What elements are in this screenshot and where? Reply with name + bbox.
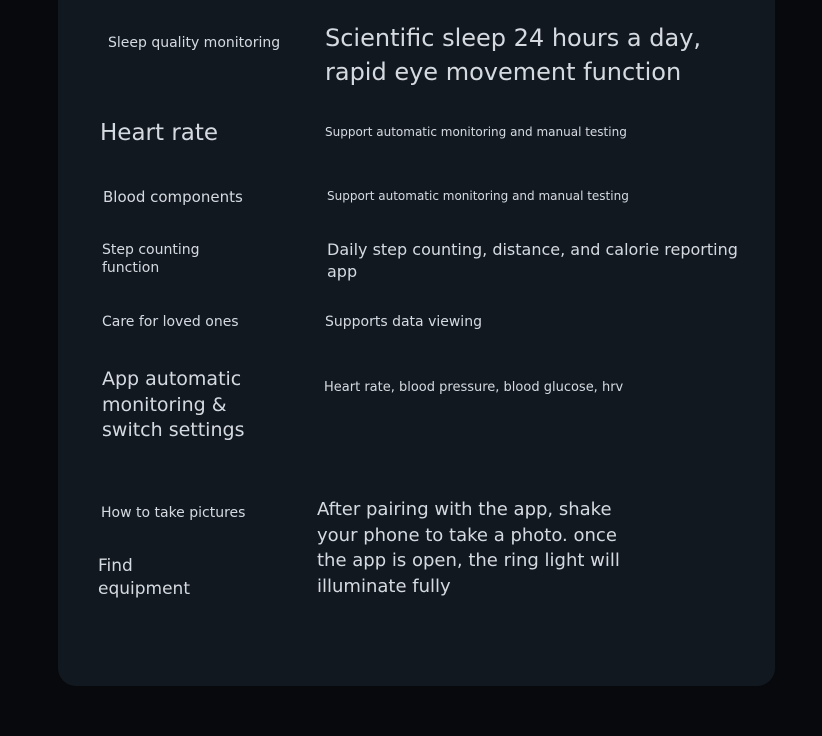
feature-label-heart-rate: Heart rate — [100, 120, 219, 146]
feature-label-care: Care for loved ones — [102, 314, 239, 330]
feature-description-take-pictures: After pairing with the app, shake your phone to take a photo. once the app is open, the ring light will illuminate fully — [317, 499, 620, 597]
feature-description-heart-rate: Support automatic monitoring and manual testing — [325, 125, 627, 139]
feature-label-app-monitoring: App automatic monitoring & switch settings — [102, 368, 245, 442]
feature-label-take-pictures: How to take pictures — [101, 505, 246, 521]
feature-label-step-counting: Step counting function — [102, 242, 200, 276]
feature-description-sleep: Scientific sleep 24 hours a day, rapid eye movement function — [325, 24, 702, 86]
feature-description-step-counting: Daily step counting, distance, and calorie reporting app — [327, 240, 738, 282]
feature-description-care: Supports data viewing — [325, 314, 482, 330]
feature-description-blood-components: Support automatic monitoring and manual testing — [327, 189, 629, 203]
feature-label-sleep: Sleep quality monitoring — [108, 35, 281, 51]
feature-description-app-monitoring: Heart rate, blood pressure, blood glucose, hrv — [324, 380, 624, 395]
feature-label-find-equipment: Find equipment — [98, 556, 190, 599]
feature-label-blood-components: Blood components — [103, 188, 243, 206]
